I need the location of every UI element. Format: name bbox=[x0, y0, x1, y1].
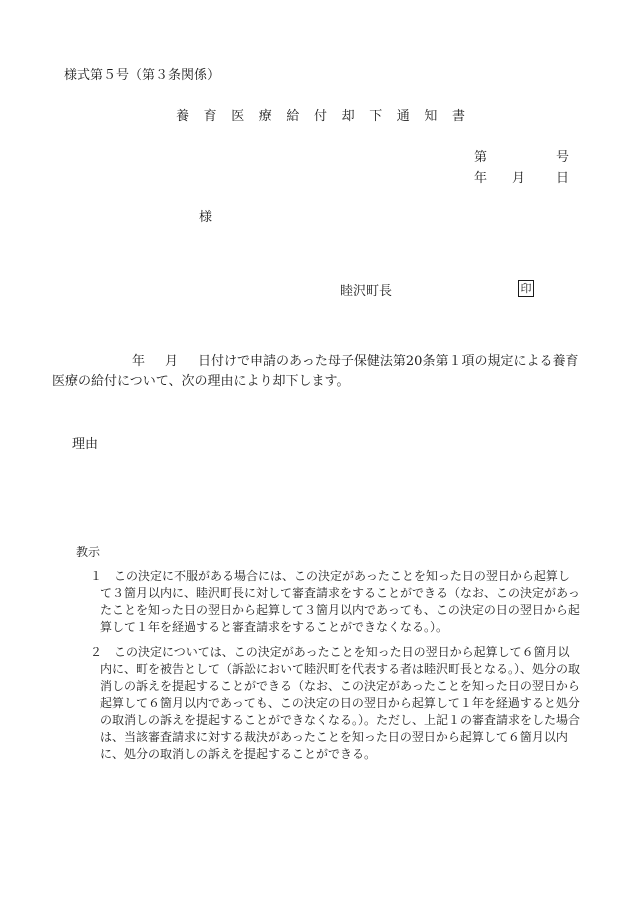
date-month: 月 bbox=[512, 171, 526, 186]
body-year: 年 bbox=[132, 354, 146, 369]
notice-item-number: １ bbox=[90, 569, 103, 583]
number-suffix: 号 bbox=[556, 150, 570, 165]
number-prefix: 第 bbox=[474, 150, 488, 165]
date-day: 日 bbox=[556, 171, 570, 186]
notice-item bbox=[90, 644, 580, 763]
body-month: 月 bbox=[165, 354, 179, 369]
seal-mark: 印 bbox=[518, 280, 534, 297]
notice-item bbox=[90, 568, 580, 636]
document-number-line bbox=[474, 148, 570, 167]
notice-label: 教示 bbox=[76, 545, 101, 559]
document-title: 養育医療給付却下通知書 bbox=[176, 109, 480, 124]
body-paragraph bbox=[52, 352, 580, 392]
document-date-line bbox=[474, 169, 570, 188]
issuer-name: 睦沢町長 bbox=[340, 284, 393, 299]
notice-item-text: この決定に不服がある場合には、この決定があったことを知った日の翌日から起算して３箇月以内に、睦沢町長に対して審査請求をすることができる（なお、この決定があったことを知った日の翌日から起算して３箇月以内であっても、この決定の日の翌日から起算して１年を経過すると審査請求をすることができなくなる。）。 bbox=[100, 569, 580, 634]
form-number: 様式第５号（第３条関係） bbox=[64, 68, 221, 83]
notice-item-number: ２ bbox=[90, 645, 103, 659]
date-year: 年 bbox=[474, 171, 488, 186]
body-text: 日付けで申請のあった母子保健法第20条第１項の規定による養育医療の給付について、次の理由により却下します。 bbox=[52, 354, 579, 389]
notice-item-text: この決定については、この決定があったことを知った日の翌日から起算して６箇月以内に、町を被告として（訴訟において睦沢町を代表する者は睦沢町長となる。）、処分の取消しの訴えを提起することができる（なお、この決定があったことを知った日の翌日から起算して６箇月以内であっても、この決定の日の翌日から起算して１年を経過すると処分の取消しの訴えを提起することができなくなる。）。ただし、上記１の審査請求をした場合は、当該審査請求に対する裁決があったことを知った日の翌日から起算して６箇月以内に、処分の取消しの訴えを提起することができる。 bbox=[100, 645, 581, 761]
recipient-suffix: 様 bbox=[199, 210, 213, 225]
reason-label: 理由 bbox=[72, 437, 99, 452]
